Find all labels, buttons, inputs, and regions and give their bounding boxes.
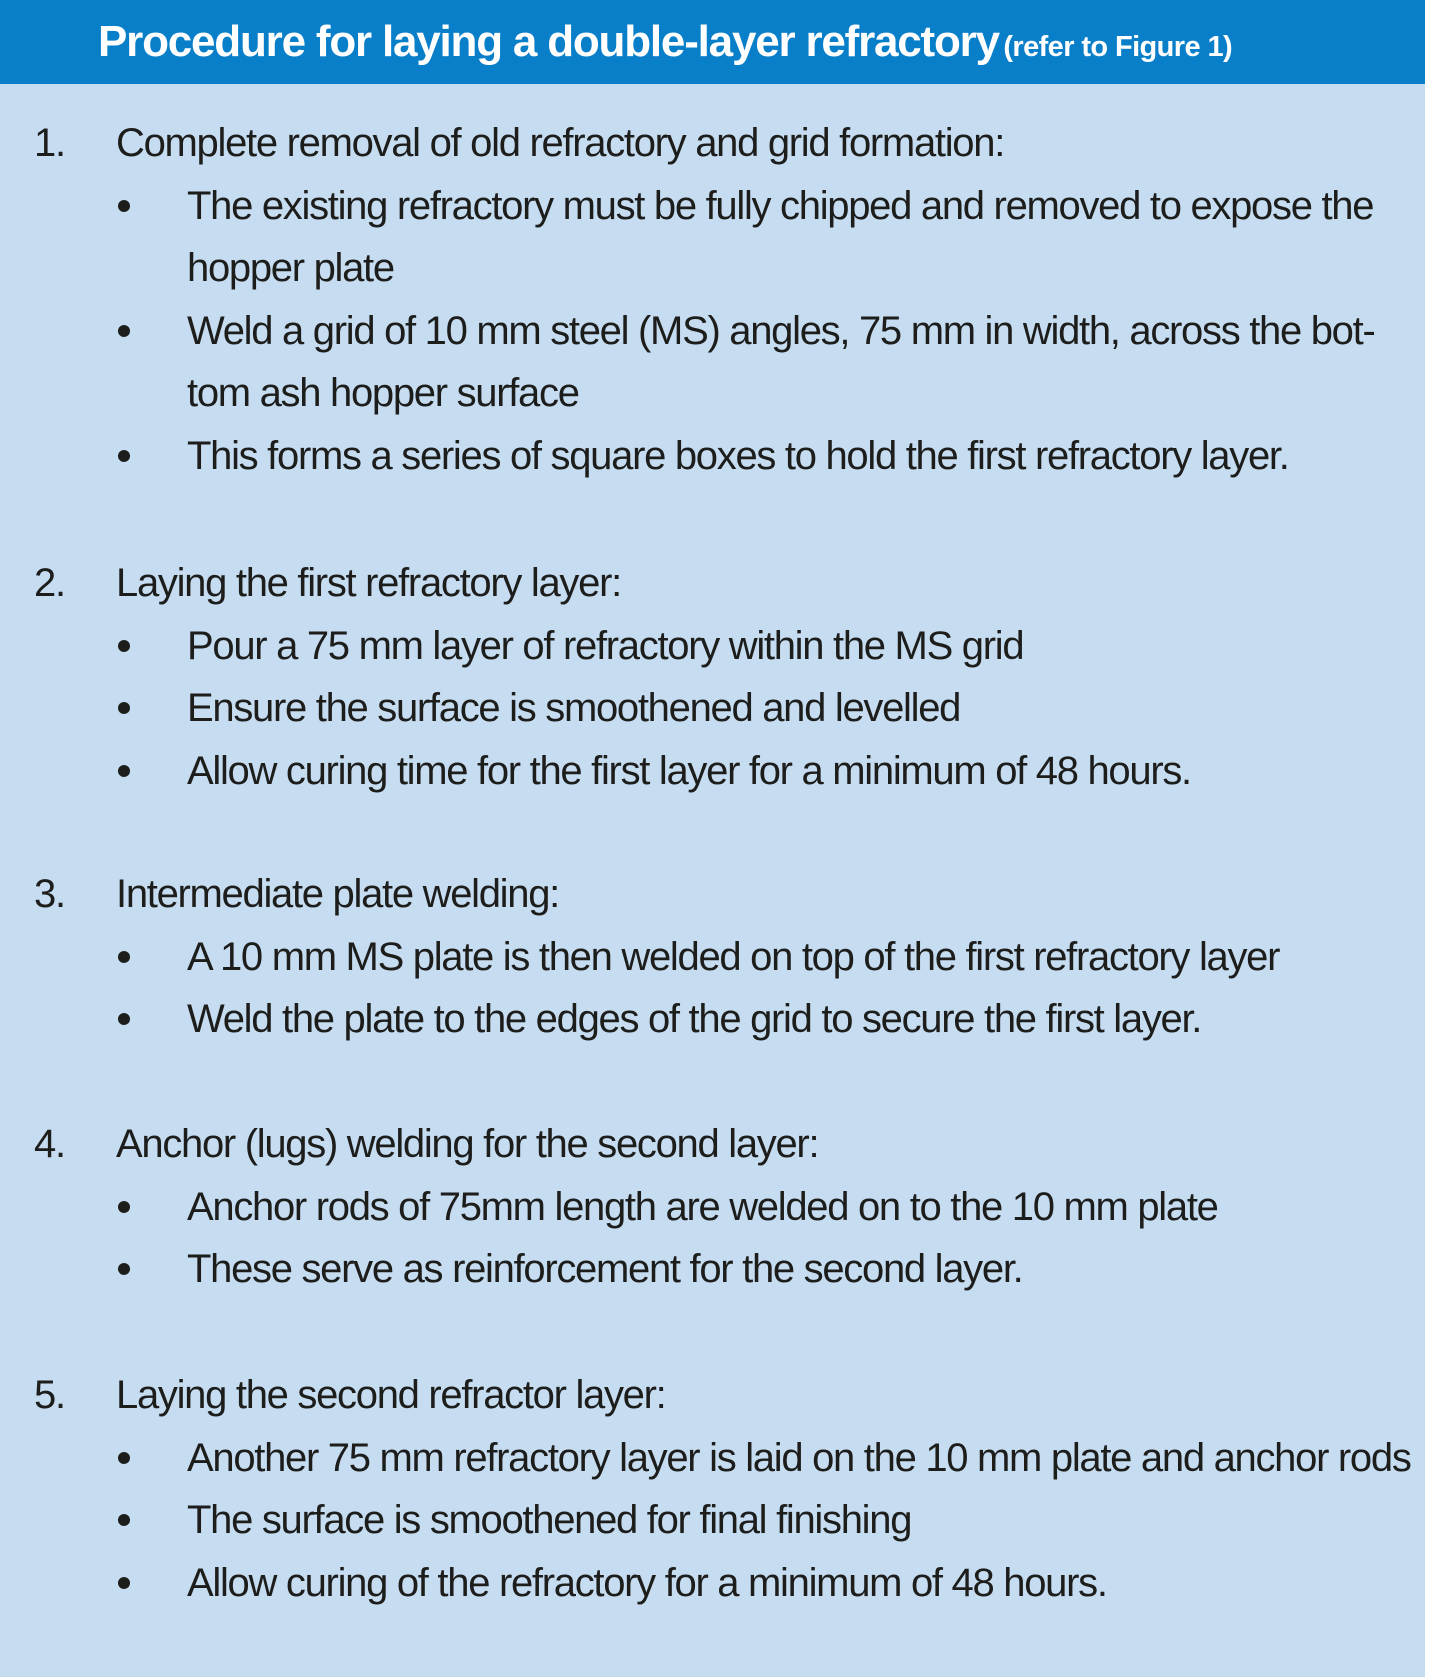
- bullet-dot-icon: [118, 1013, 134, 1029]
- bullet-dot-icon: [118, 640, 134, 656]
- step-heading: Laying the second refractor layer:: [116, 1373, 666, 1417]
- bullet-dot-icon: [118, 200, 134, 216]
- bullet-text: This forms a series of square boxes to hold the first refractory layer.: [187, 433, 1289, 478]
- bullet-dot-icon: [118, 325, 134, 341]
- bullet-text: A 10 mm MS plate is then welded on top of the first refractory layer: [187, 934, 1280, 979]
- bullet-text: Another 75 mm refractory layer is laid on the 10 mm plate and anchor rods: [187, 1435, 1411, 1480]
- bullet-dot-icon: [118, 1201, 134, 1217]
- bullet-text: Allow curing of the refractory for a minimum of 48 hours.: [187, 1560, 1107, 1605]
- bullet-dot-icon: [118, 1263, 134, 1279]
- step-heading: Complete removal of old refractory and grid formation:: [116, 121, 1005, 165]
- bullet-dot-icon: [118, 702, 134, 718]
- bullet-text: Anchor rods of 75mm length are welded on to the 10 mm plate: [187, 1184, 1218, 1229]
- bullet-text: Weld a grid of 10 mm steel (MS) angles, 75 mm in width, across the bot-: [187, 308, 1375, 353]
- bullet-text: The surface is smoothened for final finishing: [187, 1498, 912, 1542]
- step-heading: Anchor (lugs) welding for the second layer:: [116, 1122, 819, 1166]
- step-number: 1.: [34, 121, 65, 165]
- bullet-dot-icon: [118, 450, 134, 466]
- bullet-text: These serve as reinforcement for the second layer.: [187, 1247, 1023, 1291]
- step-heading: Intermediate plate welding:: [116, 872, 559, 916]
- bullet-text: hopper plate: [187, 246, 394, 290]
- step-number: 3.: [34, 872, 65, 916]
- bullet-text: tom ash hopper surface: [187, 371, 579, 415]
- step-number: 5.: [34, 1373, 65, 1417]
- bullet-text: Ensure the surface is smoothened and levelled: [187, 686, 961, 730]
- panel-subtitle: (refer to Figure 1): [1003, 31, 1233, 63]
- step-number: 4.: [34, 1122, 65, 1166]
- bullet-dot-icon: [118, 1514, 134, 1530]
- step-number: 2.: [34, 561, 65, 605]
- bullet-text: Allow curing time for the first layer for a minimum of 48 hours.: [187, 748, 1191, 793]
- bullet-dot-icon: [118, 1577, 134, 1593]
- bullet-text: Weld the plate to the edges of the grid to secure the first layer.: [187, 997, 1202, 1041]
- step-heading: Laying the first refractory layer:: [116, 561, 621, 605]
- bullet-dot-icon: [118, 951, 134, 967]
- bullet-dot-icon: [118, 765, 134, 781]
- bullet-dot-icon: [118, 1452, 134, 1468]
- bullet-text: Pour a 75 mm layer of refractory within the MS grid: [187, 623, 1024, 668]
- panel-title: Procedure for laying a double-layer refractory: [98, 17, 999, 66]
- bullet-text: The existing refractory must be fully chipped and removed to expose the: [187, 183, 1374, 228]
